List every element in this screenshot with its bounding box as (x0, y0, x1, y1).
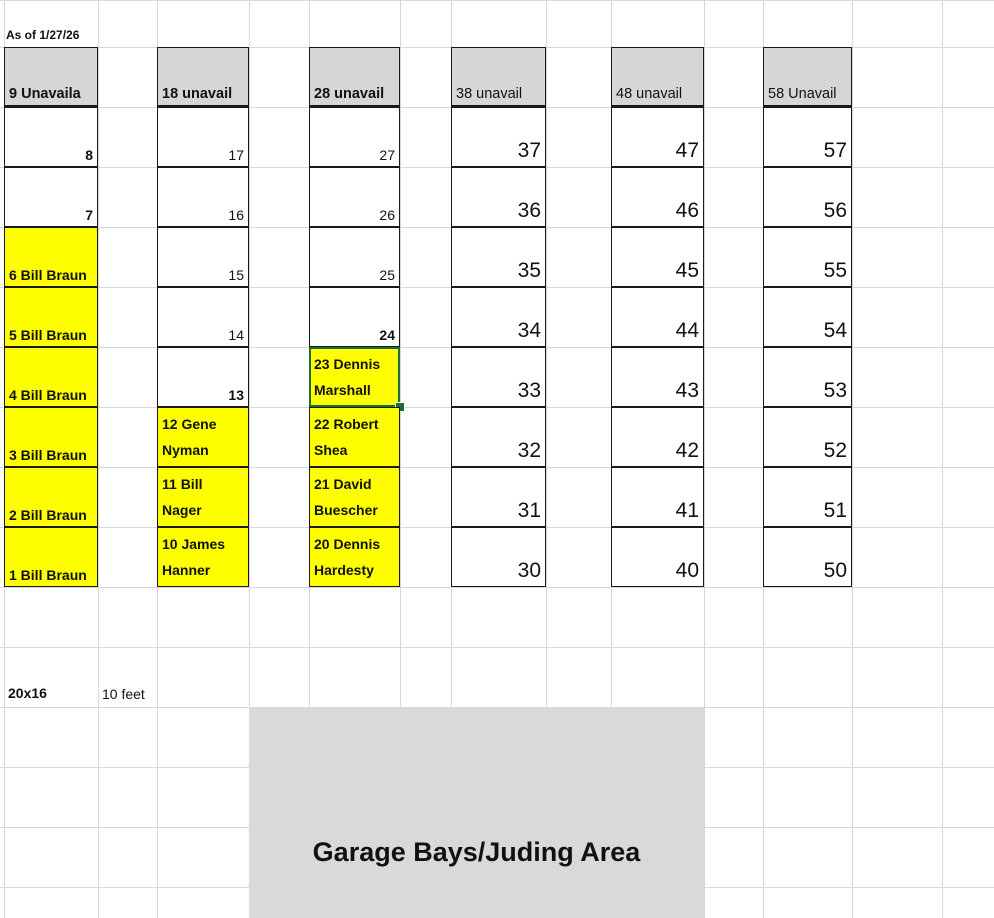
spot-cell-text: 4 Bill Braun (9, 387, 87, 403)
spot-cell-text: 12 Gene Nyman (162, 416, 217, 458)
spot-cell-text: 24 (379, 327, 395, 343)
spot-cell-text: 43 (675, 379, 699, 402)
spot-cell[interactable] (4, 527, 98, 587)
spot-cell-text: 47 (675, 139, 699, 162)
gridline-vertical (98, 0, 99, 918)
spot-cell-text: 25 (379, 267, 395, 283)
spot-cell-text: 57 (823, 139, 847, 162)
spot-cell[interactable] (611, 467, 704, 527)
spot-cell-text: 11 Bill Nager (162, 476, 203, 518)
spot-cell[interactable] (451, 107, 546, 167)
spot-cell-text: 10 James Hanner (162, 536, 226, 578)
garage-bays-area (249, 707, 704, 918)
spot-cell[interactable] (763, 347, 852, 407)
spot-cell-text: 16 (228, 207, 244, 223)
spot-cell-text: 22 Robert Shea (314, 416, 379, 458)
spot-cell[interactable] (451, 167, 546, 227)
spot-cell[interactable] (4, 227, 98, 287)
column-header[interactable] (763, 47, 852, 107)
spot-cell-text: 53 (823, 379, 847, 402)
spot-cell-text: 14 (228, 327, 244, 343)
spot-cell[interactable] (451, 527, 546, 587)
spot-cell-text: 45 (675, 259, 699, 282)
spot-cell-text: 33 (517, 379, 541, 402)
spot-cell[interactable] (763, 107, 852, 167)
spot-cell-text: 54 (823, 319, 847, 342)
spot-cell-text: 56 (823, 199, 847, 222)
spot-cell[interactable] (309, 527, 400, 587)
spot-cell-text: 37 (517, 139, 541, 162)
gridline-vertical (852, 0, 853, 918)
spot-cell[interactable] (309, 227, 400, 287)
spot-cell-text: 51 (823, 499, 847, 522)
spot-cell-text: 20 Dennis Hardesty (314, 536, 381, 578)
spot-cell[interactable] (157, 467, 249, 527)
gridline-vertical (942, 0, 943, 918)
spot-cell[interactable] (157, 287, 249, 347)
spot-cell[interactable] (763, 467, 852, 527)
spot-cell[interactable] (451, 347, 546, 407)
spot-cell[interactable] (611, 527, 704, 587)
spot-cell[interactable] (309, 467, 400, 527)
spot-cell-text: 44 (675, 319, 699, 342)
spot-cell-text: 26 (379, 207, 395, 223)
spot-cell[interactable] (451, 467, 546, 527)
spot-cell[interactable] (763, 527, 852, 587)
spot-cell-text: 52 (823, 439, 847, 462)
spot-cell[interactable] (309, 407, 400, 467)
spot-cell-text: 8 (85, 147, 93, 163)
spot-cell-text: 3 Bill Braun (9, 447, 87, 463)
spot-cell-text: 32 (517, 439, 541, 462)
spot-cell[interactable] (763, 287, 852, 347)
column-header-label: 38 unavail (456, 86, 523, 102)
spot-cell[interactable] (157, 527, 249, 587)
spot-cell[interactable] (309, 287, 400, 347)
spot-cell[interactable] (157, 107, 249, 167)
spot-cell-text: 21 David Buescher (314, 476, 378, 518)
column-header-label: 9 Unavaila (9, 86, 81, 102)
spot-cell-text: 6 Bill Braun (9, 267, 87, 283)
column-header[interactable] (451, 47, 546, 107)
spot-cell-text: 55 (823, 259, 847, 282)
spot-cell-text: 46 (675, 199, 699, 222)
spot-cell[interactable] (157, 407, 249, 467)
spot-cell[interactable] (611, 167, 704, 227)
spot-cell-text: 7 (85, 207, 93, 223)
spot-cell-text: 34 (517, 319, 541, 342)
spot-cell[interactable] (4, 347, 98, 407)
gridline-horizontal (0, 647, 994, 648)
spot-cell-text: 30 (517, 559, 541, 582)
spot-cell[interactable] (157, 347, 249, 407)
spot-cell[interactable] (763, 167, 852, 227)
spot-cell-text: 35 (517, 259, 541, 282)
spot-cell-text: 41 (675, 499, 699, 522)
spot-cell-text: 2 Bill Braun (9, 507, 87, 523)
spot-cell-text: 15 (228, 267, 244, 283)
spot-cell[interactable] (4, 167, 98, 227)
spot-cell-text: 17 (228, 147, 244, 163)
spot-cell[interactable] (4, 287, 98, 347)
dimension-label: 20x16 (8, 685, 47, 701)
column-header[interactable] (4, 47, 98, 107)
gridline-horizontal (0, 0, 994, 1)
spot-cell[interactable] (611, 227, 704, 287)
spot-cell[interactable] (4, 107, 98, 167)
column-header-label: 28 unavail (314, 86, 385, 102)
spot-cell[interactable] (309, 107, 400, 167)
spot-cell-text: 5 Bill Braun (9, 327, 87, 343)
spot-cell[interactable] (611, 407, 704, 467)
spot-cell[interactable] (309, 167, 400, 227)
spot-cell-text: 40 (675, 559, 699, 582)
column-header[interactable] (157, 47, 249, 107)
spot-cell-text: 50 (823, 559, 847, 582)
column-header-label: 48 unavail (616, 86, 683, 102)
spot-cell-text: 31 (517, 499, 541, 522)
spot-cell[interactable] (611, 107, 704, 167)
gridline-vertical (704, 0, 705, 918)
column-header[interactable] (611, 47, 704, 107)
spot-cell[interactable] (4, 407, 98, 467)
spot-cell[interactable] (309, 347, 400, 407)
as-of-date: As of 1/27/26 (6, 28, 80, 42)
garage-bays-label: Garage Bays/Juding Area (312, 837, 641, 867)
spot-cell[interactable] (157, 167, 249, 227)
spot-cell[interactable] (4, 467, 98, 527)
spot-cell[interactable] (763, 407, 852, 467)
spot-cell-text: 13 (228, 387, 244, 403)
gridline-horizontal (0, 587, 994, 588)
spot-cell-text: 23 Dennis Marshall (314, 356, 381, 398)
spot-cell[interactable] (451, 407, 546, 467)
spot-cell-text: 1 Bill Braun (9, 567, 87, 583)
column-header-label: 18 unavail (162, 86, 233, 102)
spot-cell[interactable] (611, 347, 704, 407)
spot-cell-text: 42 (675, 439, 699, 462)
spot-cell[interactable] (157, 227, 249, 287)
spot-cell[interactable] (611, 287, 704, 347)
column-header[interactable] (309, 47, 400, 107)
column-header-label: 58 Unavail (768, 86, 837, 102)
spacing-label: 10 feet (102, 686, 145, 702)
spot-cell-text: 36 (517, 199, 541, 222)
spot-cell-text: 27 (379, 147, 395, 163)
spot-cell[interactable] (763, 227, 852, 287)
spot-cell[interactable] (451, 227, 546, 287)
spot-cell[interactable] (451, 287, 546, 347)
